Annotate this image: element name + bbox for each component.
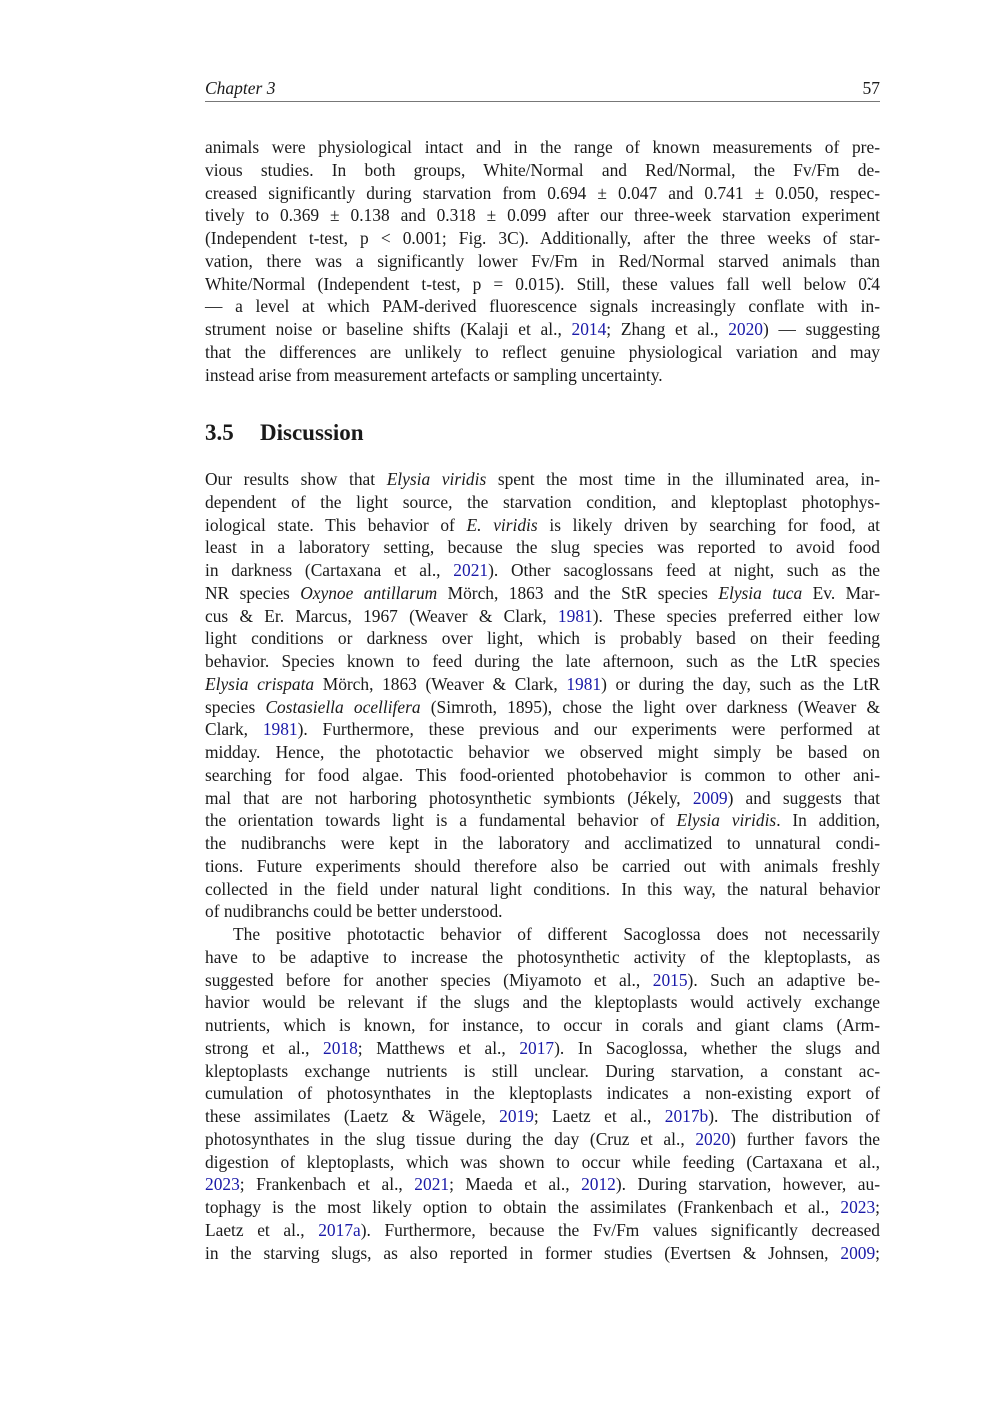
text-line	[205, 364, 880, 387]
text-run: ). The distribution of	[708, 1106, 880, 1126]
text-line	[205, 159, 880, 182]
text-run: — a level at which PAM-derived fluorescence signals increasingly conflate with in-	[205, 296, 880, 317]
text-line	[205, 855, 880, 878]
text-line	[205, 1128, 880, 1151]
citation-year-link[interactable]: 2020	[695, 1128, 731, 1149]
citation-year-link[interactable]: 2023	[205, 1174, 240, 1195]
text-line	[205, 969, 880, 992]
species-name: Costasiella ocellifera	[265, 696, 421, 717]
text-line	[205, 273, 880, 296]
citation-year-link[interactable]: 2009	[840, 1242, 876, 1263]
text-run: White/Normal (Independent t-test, p = 0.015). Still, these values fall well below 0̃.4	[205, 273, 880, 294]
text-run: ; Maeda et al.,	[449, 1174, 582, 1195]
text-run: ). In Sacoglossa, whether the slugs and	[554, 1037, 880, 1058]
citation-year-link[interactable]: 1981	[262, 719, 298, 740]
text-run: (Simroth, 1895), chose the light over darkness (Weaver &	[420, 696, 880, 717]
citation-year-link[interactable]: 2019	[499, 1106, 534, 1126]
text-run: instead arise from measurement artefacts or sampling uncertainty.	[205, 364, 663, 385]
text-run: least in a laboratory setting, because the slug species was reported to avoid food	[205, 537, 880, 558]
text-line	[205, 536, 880, 559]
text-line	[205, 718, 880, 741]
citation-year-link[interactable]: 2017b	[664, 1106, 709, 1126]
text-line	[205, 809, 880, 832]
text-run: animals were physiological intact and in the range of known measurements of pre-	[205, 137, 880, 157]
citation-year-link[interactable]: 2021	[453, 560, 489, 580]
text-line	[205, 250, 880, 273]
section-heading	[205, 420, 364, 446]
text-line	[205, 900, 880, 923]
text-run: cumulation of photosynthates in the kleptoplasts indicates a non-existing export of	[205, 1083, 880, 1104]
text-run: the orientation towards light is a fundamental behavior of	[205, 810, 677, 831]
text-run: ;	[875, 1242, 880, 1263]
species-name: Oxynoe antillarum	[300, 582, 438, 603]
text-run: nutrients, which is known, for instance, to occur in corals and giant clams (Arm-	[205, 1015, 880, 1035]
text-run: ). Such an adaptive be-	[687, 969, 881, 990]
text-line	[205, 1105, 880, 1128]
text-run: behavior. Species known to feed during the late afternoon, such as the LtR species	[205, 651, 880, 671]
text-line	[205, 1151, 880, 1174]
text-run: suggested before for another species (Miyamoto et al.,	[205, 969, 653, 990]
text-line	[205, 878, 880, 901]
citation-year-link[interactable]: 2020	[728, 319, 763, 339]
text-run: vation, there was a significantly lower Fv/Fm in Red/Normal starved animals than	[205, 250, 880, 271]
text-run: species	[205, 696, 266, 717]
text-run: searching for food algae. This food-oriented photobehavior is common to other ani-	[205, 764, 880, 785]
text-run: ; Matthews et al.,	[357, 1037, 520, 1058]
text-run: tophagy is the most likely option to obtain the assimilates (Frankenbach et al.,	[205, 1197, 841, 1217]
species-name: Elysia crispata	[205, 673, 315, 694]
text-run: have to be adaptive to increase the photosynthetic activity of the kleptoplasts, as	[205, 946, 880, 967]
text-line	[205, 136, 880, 159]
text-line	[205, 295, 880, 318]
section-title: Discussion	[260, 420, 364, 445]
text-run: strong et al.,	[205, 1037, 324, 1058]
text-run: Clark,	[205, 719, 263, 740]
text-line	[205, 514, 880, 537]
text-line	[205, 923, 880, 946]
species-name: Elysia tuca	[718, 582, 803, 603]
text-run: ). Furthermore, these previous and our experiments were performed at	[297, 719, 880, 740]
text-run: digestion of kleptoplasts, which was shown to occur while feeding (Cartaxana et al.,	[205, 1151, 880, 1172]
text-run: midday. Hence, the phototactic behavior we observed might simply be based on	[205, 742, 880, 762]
text-run: the nudibranchs were kept in the laboratory and acclimatized to unnatural condi-	[205, 833, 880, 853]
text-run: of nudibranchs could be better understood.	[205, 901, 503, 922]
text-run: in the starving slugs, as also reported in former studies (Evertsen & Johnsen,	[205, 1242, 841, 1263]
text-line	[205, 696, 880, 719]
text-run: Ev. Mar-	[802, 582, 881, 603]
text-run: . In addition,	[776, 810, 880, 831]
citation-year-link[interactable]: 2012	[581, 1174, 616, 1195]
text-line	[205, 491, 880, 514]
text-line	[205, 832, 880, 855]
page-number: 57	[862, 78, 880, 98]
text-run: ;	[875, 1197, 880, 1217]
citation-year-link[interactable]: 1981	[557, 605, 593, 626]
header-rule	[205, 101, 880, 102]
text-run: tions. Future experiments should therefore also be carried out with animals freshly	[205, 855, 880, 876]
text-run: Laetz et al.,	[205, 1219, 319, 1240]
text-line	[205, 582, 880, 605]
text-run: vious studies. In both groups, White/Normal and Red/Normal, the Fv/Fm de-	[205, 159, 880, 180]
text-run: that the differences are unlikely to reflect genuine physiological variation and may	[205, 341, 880, 362]
text-run: Our results show that	[205, 469, 387, 489]
text-run: Mörch, 1863 (Weaver & Clark,	[314, 673, 567, 694]
citation-year-link[interactable]: 2015	[652, 969, 688, 990]
text-run: spent the most time in the illuminated area, in-	[486, 469, 880, 489]
text-line	[205, 1196, 880, 1219]
text-run: ; Zhang et al.,	[606, 319, 729, 339]
running-header-chapter: Chapter 3	[205, 78, 276, 98]
text-run: kleptoplasts exchange nutrients is still unclear. During starvation, a constant ac-	[205, 1060, 880, 1081]
text-line	[205, 1037, 880, 1060]
citation-year-link[interactable]: 2017	[519, 1037, 555, 1058]
text-run: ). During starvation, however, au-	[615, 1174, 880, 1195]
text-run: light conditions or darkness over light, which is probably based on their feeding	[205, 628, 880, 649]
citation-year-link[interactable]: 2014	[571, 319, 607, 339]
text-run: ) and suggests that	[727, 787, 880, 808]
section-number: 3.5	[205, 420, 234, 445]
text-run: is likely driven by searching for food, at	[537, 514, 880, 535]
text-line	[205, 559, 880, 582]
text-run: (Independent t-test, p < 0.001; Fig. 3C). Additionally, after the three weeks of star-	[205, 228, 880, 248]
paragraph-discussion-2	[205, 923, 880, 1264]
text-line	[205, 1219, 880, 1242]
text-line	[205, 946, 880, 969]
text-line	[205, 204, 880, 227]
text-run: photosynthates in the slug tissue during the day (Cruz et al.,	[205, 1128, 696, 1149]
species-name: E. viridis	[466, 514, 538, 535]
text-line	[205, 673, 880, 696]
text-run: Mörch, 1863 and the StR species	[437, 582, 719, 603]
text-run: collected in the field under natural light conditions. In this way, the natural behavior	[205, 878, 880, 899]
text-run: ; Frankenbach et al.,	[239, 1174, 415, 1195]
citation-year-link[interactable]: 2017a	[318, 1219, 361, 1240]
text-line	[205, 182, 880, 205]
text-run: in darkness (Cartaxana et al.,	[205, 560, 454, 580]
text-line	[205, 650, 880, 673]
citation-year-link[interactable]: 1981	[566, 673, 602, 694]
text-run: ) further favors the	[730, 1128, 880, 1149]
text-run: ). These species preferred either low	[592, 605, 880, 626]
paragraph-results-end	[205, 136, 880, 386]
text-line	[205, 1173, 880, 1196]
species-name: Elysia viridis	[676, 810, 777, 831]
text-run: tively to 0.369 ± 0.138 and 0.318 ± 0.099 after our three-week starvation experiment	[205, 205, 880, 226]
text-line	[205, 741, 880, 764]
text-line	[205, 627, 880, 650]
species-name: Elysia viridis	[386, 469, 487, 489]
text-line	[205, 1014, 880, 1037]
text-line	[205, 468, 880, 491]
text-line	[205, 1082, 880, 1105]
text-run: ; Laetz et al.,	[533, 1106, 665, 1126]
citation-year-link[interactable]: 2021	[414, 1174, 450, 1195]
paragraph-discussion-1	[205, 468, 880, 923]
text-run: ). Furthermore, because the Fv/Fm values significantly decreased	[360, 1219, 880, 1240]
citation-year-link[interactable]: 2009	[692, 787, 728, 808]
text-run: havior would be relevant if the slugs and the kleptoplasts would actively exchange	[205, 992, 880, 1013]
text-run: mal that are not harboring photosynthetic symbionts (Jékely,	[205, 787, 693, 808]
text-run: ). Other sacoglossans feed at night, such as the	[488, 560, 880, 580]
text-run: creased significantly during starvation from 0.694 ± 0.047 and 0.741 ± 0.050, respec-	[205, 182, 880, 203]
citation-year-link[interactable]: 2023	[840, 1197, 876, 1217]
text-run: these assimilates (Laetz & Wägele,	[205, 1106, 500, 1126]
text-run: strument noise or baseline shifts (Kalaji et al.,	[205, 319, 572, 339]
text-run: The positive phototactic behavior of different Sacoglossa does not necessarily	[233, 924, 880, 944]
text-line	[205, 1242, 880, 1265]
text-run: cus & Er. Marcus, 1967 (Weaver & Clark,	[205, 605, 558, 626]
text-line	[205, 227, 880, 250]
text-line	[205, 318, 880, 341]
text-line	[205, 764, 880, 787]
text-line	[205, 1060, 880, 1083]
text-run: ) or during the day, such as the LtR	[601, 673, 881, 694]
text-run: iological state. This behavior of	[205, 514, 467, 535]
text-line	[205, 991, 880, 1014]
text-run: dependent of the light source, the starvation condition, and kleptoplast photophys-	[205, 491, 880, 512]
text-run: ) — suggesting	[763, 319, 881, 339]
text-line	[205, 341, 880, 364]
text-line	[205, 605, 880, 628]
citation-year-link[interactable]: 2018	[323, 1037, 358, 1058]
text-run: NR species	[205, 582, 301, 603]
text-line	[205, 787, 880, 810]
